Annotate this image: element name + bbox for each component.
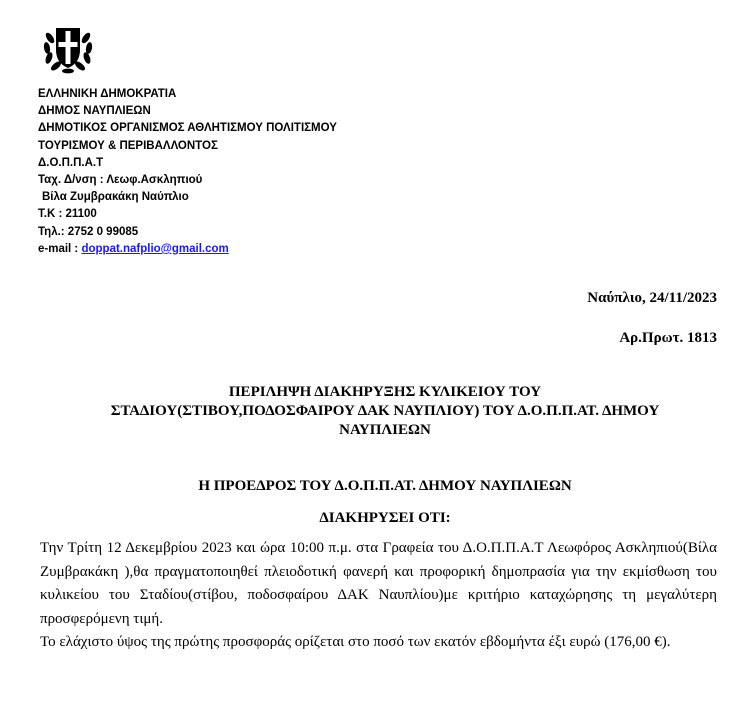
sender-line: ΔΗΜΟΤΙΚΟΣ ΟΡΓΑΝΙΣΜΟΣ ΑΘΛΗΤΙΣΜΟΥ ΠΟΛΙΤΙΣΜΟΥ xyxy=(38,122,337,135)
document-date: Ναύπλιο, 24/11/2023 xyxy=(587,290,717,306)
sender-line: ΤΟΥΡΙΣΜΟΥ & ΠΕΡΙΒΑΛΛΟΝΤΟΣ xyxy=(38,139,218,152)
sender-line: Δ.Ο.Π.Π.Α.Τ xyxy=(38,156,104,169)
declaration-heading: ΔΙΑΚΗΡΥΣΕΙ ΟΤΙ: xyxy=(319,510,451,526)
subject-line: ΝΑΥΠΛΙΕΩΝ xyxy=(339,422,431,438)
subject-line: ΣΤΑΔΙΟΥ(ΣΤΙΒΟΥ,ΠΟΔΟΣΦΑΙΡΟΥ ΔΑΚ ΝΑΥΠΛΙΟΥ) ΤΟΥ Δ.Ο.Π.Π.ΑΤ. ΔΗΜΟΥ xyxy=(110,403,660,419)
sender-phone: Τηλ.: 2752 0 99085 xyxy=(38,225,139,238)
sender-address-line2: Βίλα Ζυμβρακάκη Ναύπλιο xyxy=(42,191,189,204)
sender-email-row xyxy=(38,241,337,258)
sender-postal-code: Τ.Κ : 21100 xyxy=(38,208,97,221)
sender-line: ΔΗΜΟΣ ΝΑΥΠΛΙΕΩΝ xyxy=(38,105,151,118)
sender-block xyxy=(38,86,337,258)
body-paragraph: Την Τρίτη 12 Δεκεμβρίου 2023 και ώρα 10:00 π.μ. στα Γραφεία του Δ.Ο.Π.Π.Α.Τ Λεωφόρος Ασκληπιού(Βίλα Ζυμβρακάκη ),θα πραγματοποιηθεί πλειοδοτική φανερή και προφορική δημοπρασία για την εκμίσθωση του κυλικείου του Σταδίου(στίβου, ποδοσφαίρου ΔΑΚ Ναυπλίου)με κριτήριο καταχώρησης τη μεγαλύτερη προσφερόμενη τιμή. xyxy=(40,540,717,627)
document-subject xyxy=(40,383,730,440)
sender-line: ΕΛΛΗΝΙΚΗ ΔΗΜΟΚΡΑΤΙΑ xyxy=(38,88,177,100)
issuer-heading: Η ΠΡΟΕΔΡΟΣ ΤΟΥ Δ.Ο.Π.Π.ΑΤ. ΔΗΜΟΥ ΝΑΥΠΛΙΕΩΝ xyxy=(198,478,572,494)
subject-line: ΠΕΡΙΛΗΨΗ ΔΙΑΚΗΡΥΞΗΣ ΚΥΛΙΚΕΙΟΥ ΤΟΥ xyxy=(228,384,542,400)
protocol-number: Αρ.Πρωτ. 1813 xyxy=(619,330,717,346)
body-paragraph: Το ελάχιστο ύψος της πρώτης προσφοράς ορίζεται στο ποσό των εκατόν εβδομήντα έξι ευρώ (176,00 €). xyxy=(40,634,671,650)
email-link[interactable]: doppat.nafplio@gmail.com xyxy=(81,242,229,255)
document-body xyxy=(40,537,717,655)
sender-address: Ταχ. Δ/νση : Λεωφ.Ασκληπιού xyxy=(38,174,203,187)
coat-of-arms-emblem xyxy=(40,20,96,76)
email-label: e-mail : xyxy=(38,242,82,255)
